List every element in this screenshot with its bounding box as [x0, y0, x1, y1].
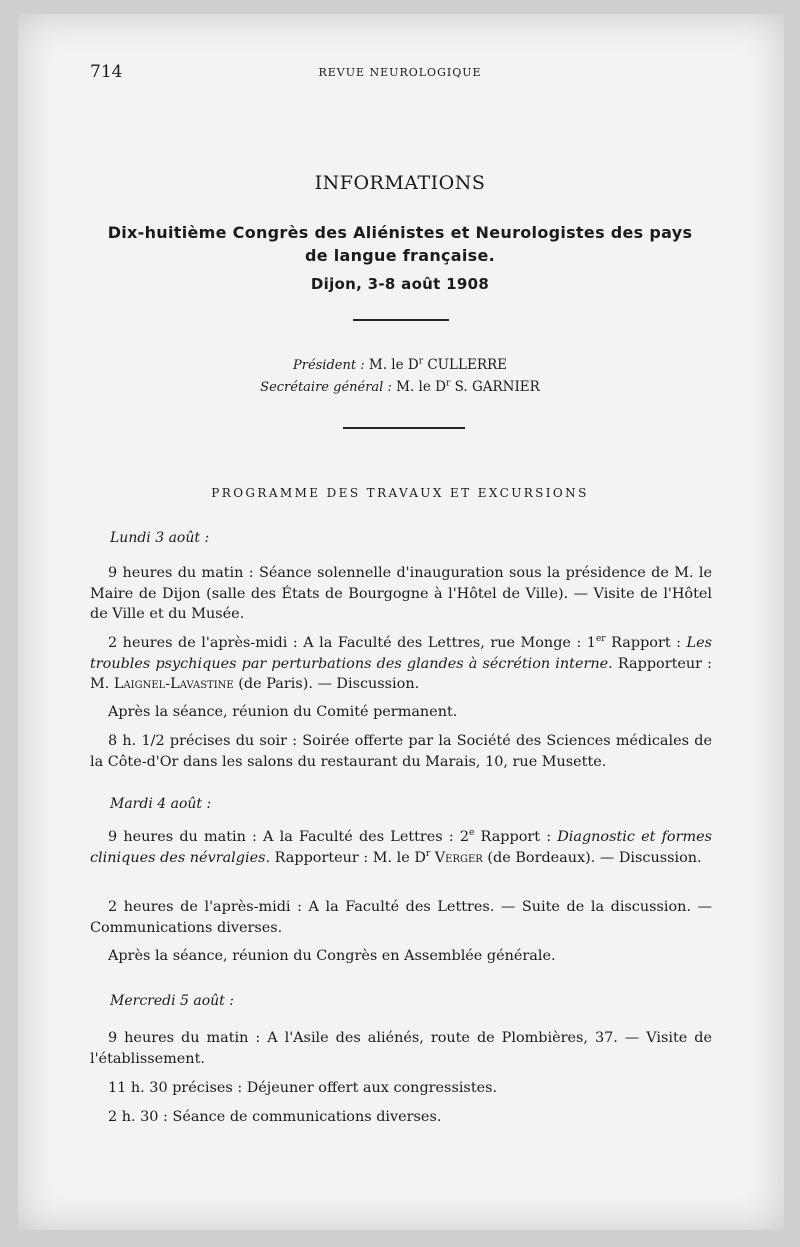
divider-rule-2: [343, 427, 465, 429]
congress-title-line-1: Dix-huitième Congrès des Aliénistes et Neurologistes des pays: [107, 223, 693, 242]
wednesday-item-2: [90, 1078, 712, 1099]
wednesday-item-1-text: 9 heures du matin : A l'Asile des aliénés, route de Plombières, 37. — Visite de l'établissement.: [90, 1030, 712, 1067]
congress-title-line-2: de langue française.: [304, 246, 496, 265]
tuesday-item-1-text-b: Rapport :: [474, 829, 558, 845]
monday-item-1: [90, 563, 712, 625]
day-label-monday: Lundi 3 août :: [110, 530, 210, 546]
monday-item-2-rapporteur: Laignel-Lavastine: [113, 676, 234, 692]
monday-item-3: [90, 702, 712, 723]
tuesday-item-3: [90, 946, 712, 967]
monday-item-4: [90, 731, 712, 772]
tuesday-item-1-sup-2: r: [425, 848, 431, 859]
tuesday-item-1-text-d: (de Bordeaux). — Discussion.: [482, 849, 702, 866]
tuesday-item-1-report-title: Diagnostic et formes cliniques des névralgies.: [90, 829, 712, 866]
wednesday-item-3-text: 2 h. 30 : Séance de communications diverses.: [108, 1109, 442, 1125]
wednesday-item-3: [90, 1107, 712, 1128]
secretary-line: [0, 379, 800, 395]
tuesday-item-1-text-a: 9 heures du matin : A la Faculté des Lettres : 2: [108, 829, 470, 845]
president-name: CULLERRE: [427, 357, 508, 373]
programme-heading: PROGRAMME DES TRAVAUX ET EXCURSIONS: [211, 486, 589, 500]
monday-item-2-report-title: Les troubles psychiques par perturbations des glandes à sécrétion interne.: [90, 635, 712, 672]
divider-rule-1: [353, 319, 449, 321]
president-line: [0, 357, 800, 373]
wednesday-item-1: [90, 1028, 712, 1069]
day-label-wednesday: Mercredi 5 août :: [110, 993, 234, 1009]
secretary-name-sup: r: [445, 378, 451, 389]
president-name-prefix: M. le D: [368, 357, 419, 373]
monday-item-2: [90, 633, 712, 695]
monday-item-4-text: 8 h. 1/2 précises du soir : Soirée offerte par la Société des Sciences médicales de la Côte-d'Or dans les salons du restaurant du Marais, 10, rue Musette.: [90, 733, 712, 770]
running-title: REVUE NEUROLOGIQUE: [318, 66, 482, 79]
monday-item-1-text: 9 heures du matin : Séance solennelle d'inauguration sous la présidence de M. le Maire de Dijon (salle des États de Bourgogne à l'Hôtel de Ville). — Visite de l'Hôtel de Ville et du Musée.: [90, 565, 712, 622]
page-number: 714: [90, 62, 123, 82]
congress-place-date: Dijon, 3-8 août 1908: [310, 275, 490, 293]
monday-item-2-text-b: Rapport :: [605, 635, 687, 651]
monday-item-3-text: Après la séance, réunion du Comité permanent.: [108, 704, 458, 720]
monday-item-2-text-d: (de Paris). — Discussion.: [233, 676, 420, 692]
tuesday-item-1-sup: e: [469, 828, 475, 839]
tuesday-item-1: [90, 827, 712, 868]
tuesday-item-3-text: Après la séance, réunion du Congrès en Assemblée générale.: [108, 948, 556, 964]
monday-item-2-sup: er: [595, 634, 606, 645]
president-name-sup: r: [418, 356, 424, 367]
secretary-name: S. GARNIER: [454, 379, 540, 395]
section-heading: INFORMATIONS: [314, 172, 486, 194]
wednesday-item-2-text: 11 h. 30 précises : Déjeuner offert aux congressistes.: [108, 1080, 498, 1096]
secretary-name-prefix: M. le D: [396, 379, 446, 395]
day-label-tuesday: Mardi 4 août :: [110, 796, 212, 812]
tuesday-item-2-text: 2 heures de l'après-midi : A la Faculté des Lettres. — Suite de la discussion. — Communications diverses.: [90, 899, 712, 936]
tuesday-item-1-text-c: Rapporteur : M. le D: [270, 849, 426, 866]
tuesday-item-1-rapporteur: Verger: [430, 849, 483, 866]
tuesday-item-2: [90, 897, 712, 938]
secretary-label: Secrétaire général :: [260, 380, 392, 395]
president-label: Président :: [292, 358, 365, 373]
monday-item-2-text-c: Rapporteur : M.: [90, 655, 713, 692]
monday-item-2-text-a: 2 heures de l'après-midi : A la Faculté des Lettres, rue Monge : 1: [108, 635, 596, 651]
